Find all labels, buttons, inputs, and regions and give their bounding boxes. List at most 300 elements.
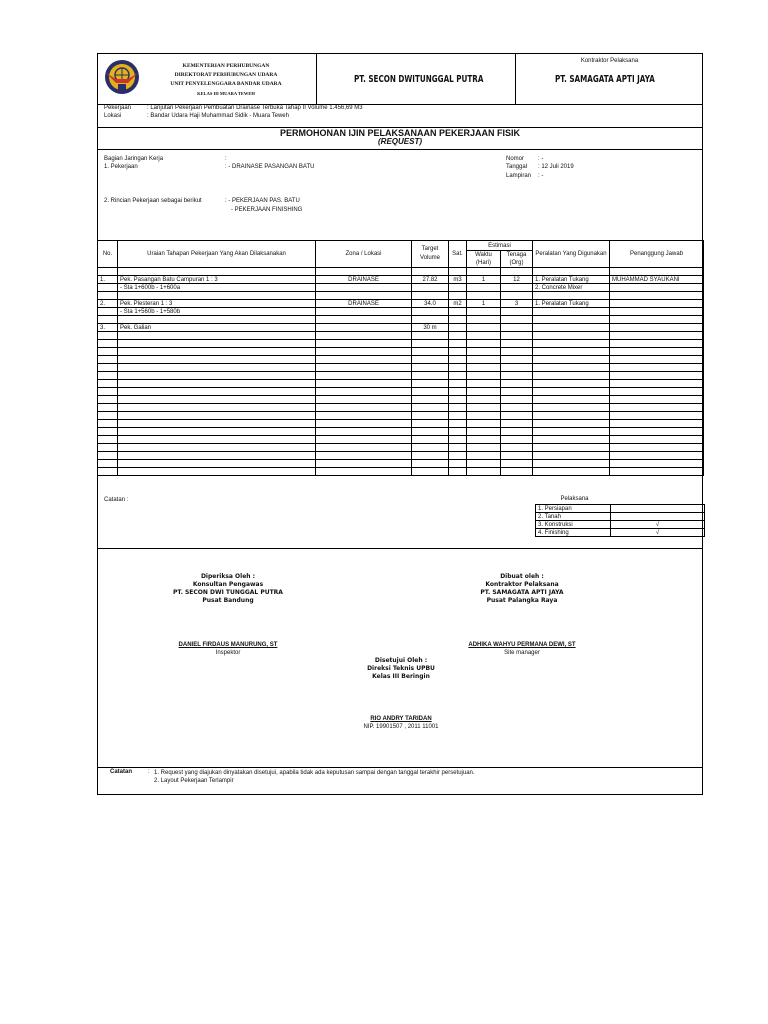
cell-sat — [449, 292, 467, 300]
cell-no — [98, 268, 118, 276]
cell-pj — [610, 268, 704, 276]
cell-sat — [449, 348, 467, 356]
cell-uraian — [118, 348, 316, 356]
cell-peralatan — [533, 316, 610, 324]
cell-tenaga — [501, 412, 533, 420]
header-waktu: Waktu (Hari) — [467, 251, 501, 268]
pelaksana-item-4: 4. Finishing — [536, 529, 611, 537]
cell-tenaga — [501, 388, 533, 396]
cell-no — [98, 316, 118, 324]
cell-target — [412, 308, 449, 316]
cell-pj — [610, 452, 704, 460]
table-row — [98, 356, 704, 364]
pelaksana-label: Pelaksana — [560, 496, 589, 502]
cell-no — [98, 364, 118, 372]
cell-peralatan — [533, 364, 610, 372]
table-row — [98, 276, 704, 284]
header-sat: Sat. — [449, 241, 467, 268]
cell-sat — [449, 268, 467, 276]
cell-zona — [316, 412, 412, 420]
pelaksana-tick-3: √ — [611, 521, 705, 529]
cell-target — [412, 412, 449, 420]
table-row — [98, 468, 704, 476]
ministry-line-3: UNIT PENYELENGGARA BANDAR UDARA — [170, 81, 282, 87]
cell-sat — [449, 388, 467, 396]
cell-sat — [449, 420, 467, 428]
footer-label: Catatan — [110, 769, 133, 775]
project-pekerjaan-label: Pekerjaan — [104, 105, 132, 111]
cell-pj — [610, 316, 704, 324]
cell-uraian: Pek. Pasangan Batu Campuran 1 : 3 — [118, 276, 316, 284]
cell-zona — [316, 316, 412, 324]
cell-tenaga — [501, 316, 533, 324]
cell-no — [98, 284, 118, 292]
cell-sat — [449, 324, 467, 332]
cell-uraian — [118, 268, 316, 276]
cell-pj — [610, 420, 704, 428]
cell-zona — [316, 292, 412, 300]
cell-uraian — [118, 468, 316, 476]
info-pekerjaan-value: : - DRAINASE PASANGAN BATU — [225, 164, 315, 170]
cell-target: 27.82 — [412, 276, 449, 284]
bagian-colon: : — [225, 156, 227, 162]
table-row — [98, 436, 704, 444]
cell-peralatan — [533, 396, 610, 404]
cell-target — [412, 316, 449, 324]
cell-pj — [610, 348, 704, 356]
cell-waktu — [467, 468, 501, 476]
cell-waktu — [467, 324, 501, 332]
cell-tenaga — [501, 324, 533, 332]
cell-zona — [316, 364, 412, 372]
cell-zona — [316, 388, 412, 396]
cell-sat — [449, 436, 467, 444]
cell-sat — [449, 444, 467, 452]
signature-right — [452, 573, 592, 605]
signature-center — [331, 657, 471, 681]
cell-tenaga — [501, 380, 533, 388]
cell-zona — [316, 404, 412, 412]
cell-tenaga — [501, 428, 533, 436]
cell-no — [98, 356, 118, 364]
cell-target — [412, 284, 449, 292]
cell-pj — [610, 324, 704, 332]
sig-center-nip: NIP. 19901507 , 2011 11001 — [363, 724, 439, 730]
work-table — [97, 240, 704, 476]
cell-target — [412, 340, 449, 348]
cell-peralatan — [533, 444, 610, 452]
cell-uraian — [118, 404, 316, 412]
sig-right-role: Site manager — [504, 650, 540, 656]
cell-target — [412, 404, 449, 412]
table-row — [98, 316, 704, 324]
pelaksana-item-3: 3. Konstruksi — [536, 521, 611, 529]
header-zona: Zona / Lokasi — [316, 241, 412, 268]
cell-peralatan — [533, 308, 610, 316]
cell-sat: m3 — [449, 276, 467, 284]
cell-target — [412, 356, 449, 364]
cell-zona — [316, 340, 412, 348]
cell-peralatan — [533, 268, 610, 276]
rincian-value-2: - PEKERJAAN FINISHING — [231, 207, 303, 213]
cell-tenaga — [501, 340, 533, 348]
cell-tenaga — [501, 452, 533, 460]
cell-peralatan — [533, 452, 610, 460]
cell-target — [412, 372, 449, 380]
cell-no — [98, 348, 118, 356]
cell-waktu — [467, 388, 501, 396]
pelaksana-table — [535, 504, 705, 537]
cell-waktu — [467, 364, 501, 372]
table-row — [98, 284, 704, 292]
table-row — [98, 428, 704, 436]
cell-pj — [610, 468, 704, 476]
sig-left-line-3: PT. SECON DWI TUNGGAL PUTRA — [173, 589, 283, 596]
table-row — [98, 348, 704, 356]
cell-uraian — [118, 332, 316, 340]
cell-uraian — [118, 388, 316, 396]
pelaksana-tick-4: √ — [611, 529, 705, 537]
cell-sat — [449, 308, 467, 316]
table-row — [98, 308, 704, 316]
cell-uraian — [118, 316, 316, 324]
footer-note-2: 2. Layout Pekerjaan Terlampir — [154, 778, 234, 784]
form-title: PERMOHONAN IJIN PELAKSANAAN PEKERJAAN FISIK — [279, 128, 521, 138]
header-tenaga: Tenaga (Org) — [501, 251, 533, 268]
cell-peralatan — [533, 420, 610, 428]
cell-pj — [610, 396, 704, 404]
table-row — [98, 364, 704, 372]
cell-zona: DRAINASE — [316, 276, 412, 284]
cell-target — [412, 364, 449, 372]
cell-tenaga — [501, 460, 533, 468]
cell-zona — [316, 348, 412, 356]
cell-uraian — [118, 444, 316, 452]
cell-target — [412, 388, 449, 396]
cell-peralatan — [533, 348, 610, 356]
cell-no — [98, 468, 118, 476]
sig-center-line-2: Direksi Teknis UPBU — [367, 665, 435, 672]
sig-left-line-2: Konsultan Pengawas — [192, 581, 264, 588]
tanggal-label: Tanggal — [506, 164, 528, 170]
cell-zona — [316, 460, 412, 468]
cell-sat: m2 — [449, 300, 467, 308]
cell-pj — [610, 332, 704, 340]
cell-uraian — [118, 364, 316, 372]
cell-target — [412, 444, 449, 452]
sig-left-name: DANIEL FIRDAUS MANURUNG, ST — [178, 642, 278, 648]
cell-zona — [316, 380, 412, 388]
cell-sat — [449, 316, 467, 324]
project-pekerjaan-value: : Lanjutan Pekerjaan Pembuatan Drainase Terbuka Tahap II Volume 1.456,69 M3 — [147, 105, 363, 111]
cell-sat — [449, 452, 467, 460]
cell-no — [98, 412, 118, 420]
cell-sat — [449, 340, 467, 348]
cell-tenaga: 12 — [501, 276, 533, 284]
cell-pj — [610, 364, 704, 372]
header-pj: Penanggung Jawab — [610, 241, 704, 268]
cell-peralatan — [533, 460, 610, 468]
cell-target — [412, 460, 449, 468]
nomor-label: Nomor — [506, 156, 525, 162]
cell-zona — [316, 452, 412, 460]
cell-waktu — [467, 436, 501, 444]
cell-target — [412, 332, 449, 340]
footer-colon: : — [148, 769, 150, 775]
cell-uraian — [118, 436, 316, 444]
cell-no — [98, 460, 118, 468]
cell-waktu — [467, 428, 501, 436]
cell-tenaga — [501, 268, 533, 276]
cell-tenaga — [501, 444, 533, 452]
cell-peralatan — [533, 292, 610, 300]
cell-target — [412, 380, 449, 388]
cell-waktu — [467, 460, 501, 468]
cell-target — [412, 396, 449, 404]
cell-peralatan: 1. Peralatan Tukang — [533, 300, 610, 308]
project-lokasi-label: Lokasi — [104, 113, 122, 119]
form-subtitle: (REQUEST) — [378, 137, 422, 146]
cell-no — [98, 452, 118, 460]
cell-uraian: - Sta 1+560b - 1+580b — [118, 308, 316, 316]
header-uraian: Uraian Tahapan Pekerjaan Yang Akan Dilaksanakan — [118, 241, 316, 268]
cell-target: 34.0 — [412, 300, 449, 308]
cell-uraian — [118, 380, 316, 388]
cell-pj — [610, 308, 704, 316]
cell-uraian — [118, 452, 316, 460]
pelaksana-tick-2 — [611, 513, 705, 521]
cell-pj — [610, 380, 704, 388]
pelaksana-tick-1 — [611, 505, 705, 513]
table-row — [98, 380, 704, 388]
pelaksana-item-2: 2. Tanah — [536, 513, 611, 521]
cell-tenaga: 3 — [501, 300, 533, 308]
cell-no — [98, 308, 118, 316]
cell-target — [412, 420, 449, 428]
cell-peralatan — [533, 324, 610, 332]
cell-no — [98, 404, 118, 412]
cell-uraian — [118, 340, 316, 348]
cell-zona — [316, 356, 412, 364]
cell-pj — [610, 340, 704, 348]
cell-no — [98, 396, 118, 404]
cell-tenaga — [501, 284, 533, 292]
cell-waktu — [467, 396, 501, 404]
rincian-label: 2. Rincian Pekerjaan sebagai berikut — [104, 198, 202, 204]
cell-no — [98, 340, 118, 348]
cell-zona — [316, 372, 412, 380]
sig-left-role: Inspektor — [215, 650, 241, 656]
header-target: Target Volume — [412, 241, 449, 268]
header-estimasi: Estimasi — [467, 241, 533, 251]
cell-target: 30 m — [412, 324, 449, 332]
cell-uraian — [118, 460, 316, 468]
table-row — [98, 300, 704, 308]
cell-peralatan — [533, 332, 610, 340]
pelaksana-item-1: 1. Persiapan — [536, 505, 611, 513]
cell-tenaga — [501, 372, 533, 380]
cell-sat — [449, 284, 467, 292]
cell-pj — [610, 436, 704, 444]
cell-waktu — [467, 356, 501, 364]
cell-zona — [316, 332, 412, 340]
cell-peralatan: 2. Concrete Mixer — [533, 284, 610, 292]
cell-peralatan — [533, 428, 610, 436]
cell-tenaga — [501, 436, 533, 444]
cell-target — [412, 292, 449, 300]
bagian-label: Bagian Jaringan Kerja — [104, 156, 164, 162]
cell-zona — [316, 436, 412, 444]
cell-sat — [449, 396, 467, 404]
cell-uraian — [118, 428, 316, 436]
cell-sat — [449, 412, 467, 420]
cell-pj — [610, 300, 704, 308]
rincian-value-1: : - PEKERJAAN PAS. BATU — [225, 198, 300, 204]
cell-target — [412, 268, 449, 276]
table-row — [98, 460, 704, 468]
cell-waktu: 1 — [467, 276, 501, 284]
cell-waktu — [467, 316, 501, 324]
cell-sat — [449, 460, 467, 468]
cell-pj — [610, 292, 704, 300]
cell-uraian — [118, 420, 316, 428]
cell-sat — [449, 428, 467, 436]
sig-right-line-1: Dibuat oleh : — [500, 573, 544, 580]
cell-no — [98, 436, 118, 444]
cell-no — [98, 420, 118, 428]
cell-no — [98, 332, 118, 340]
cell-no: 3. — [98, 324, 118, 332]
signature-left — [158, 573, 298, 605]
table-row — [98, 412, 704, 420]
contractor-name: PT. SAMAGATA APTI JAYA — [555, 74, 655, 85]
cell-pj — [610, 444, 704, 452]
cell-zona — [316, 308, 412, 316]
cell-peralatan — [533, 412, 610, 420]
cell-waktu — [467, 380, 501, 388]
cell-uraian — [118, 412, 316, 420]
cell-pj — [610, 428, 704, 436]
table-row — [98, 292, 704, 300]
table-row — [98, 444, 704, 452]
cell-sat — [449, 356, 467, 364]
cell-target — [412, 348, 449, 356]
cell-waktu — [467, 372, 501, 380]
contractor-label: Kontraktor Pelaksana — [580, 58, 639, 64]
cell-no: 2. — [98, 300, 118, 308]
cell-waktu — [467, 340, 501, 348]
cell-no — [98, 444, 118, 452]
table-row — [98, 324, 704, 332]
cell-uraian: - Sta 1+600b - 1+600a — [118, 284, 316, 292]
cell-zona — [316, 420, 412, 428]
cell-waktu — [467, 292, 501, 300]
cell-peralatan — [533, 356, 610, 364]
cell-sat — [449, 372, 467, 380]
cell-zona: DRAINASE — [316, 300, 412, 308]
footer-note-1: 1. Request yang diajukan dinyatakan disetujui, apabila tidak ada keputusan sampai dengan tanggal terakhir persetujuan. — [154, 770, 475, 776]
cell-tenaga — [501, 468, 533, 476]
cell-pj — [610, 284, 704, 292]
ministry-line-4: KELAS III MUARA TEWEH — [197, 91, 255, 96]
cell-pj — [610, 412, 704, 420]
table-row — [98, 388, 704, 396]
sig-center-name: RIO ANDRY TARIDAN — [370, 716, 432, 722]
cell-tenaga — [501, 356, 533, 364]
table-row — [98, 340, 704, 348]
cell-peralatan — [533, 388, 610, 396]
ministry-logo — [102, 57, 142, 97]
cell-sat — [449, 380, 467, 388]
cell-uraian — [118, 292, 316, 300]
work-table-body — [98, 268, 704, 476]
cell-tenaga — [501, 292, 533, 300]
cell-tenaga — [501, 348, 533, 356]
cell-peralatan — [533, 436, 610, 444]
header-peralatan: Peralatan Yang Digunakan — [533, 241, 610, 268]
sig-center-line-1: Disetujui Oleh : — [374, 657, 428, 664]
cell-no: 1. — [98, 276, 118, 284]
cell-pj — [610, 460, 704, 468]
table-row — [98, 268, 704, 276]
cell-peralatan — [533, 468, 610, 476]
sig-left-line-1: Diperiksa Oleh : — [200, 573, 256, 580]
table-row — [98, 332, 704, 340]
catatan-label: Catatan : — [104, 497, 129, 503]
cell-uraian — [118, 356, 316, 364]
sig-right-line-3: PT. SAMAGATA APTI JAYA — [480, 589, 564, 596]
cell-tenaga — [501, 396, 533, 404]
lampiran-label: Lampiran — [506, 173, 532, 179]
tanggal-value: : 12 Juli 2019 — [538, 164, 574, 170]
cell-waktu — [467, 268, 501, 276]
cell-tenaga — [501, 404, 533, 412]
nomor-value: : - — [538, 156, 544, 162]
cell-sat — [449, 332, 467, 340]
ministry-heading — [144, 62, 308, 98]
sig-left-line-4: Pusat Bandung — [202, 597, 254, 604]
cell-uraian: Pek. Plesteran 1 : 3 — [118, 300, 316, 308]
cell-zona — [316, 284, 412, 292]
ministry-line-1: KEMENTERIAN PERHUBUNGAN — [182, 63, 270, 69]
cell-uraian: Pek. Galian — [118, 324, 316, 332]
cell-pj — [610, 388, 704, 396]
header-no: No. — [98, 241, 118, 268]
sig-right-line-4: Pusat Palangka Raya — [486, 597, 558, 604]
cell-no — [98, 372, 118, 380]
table-row — [98, 372, 704, 380]
info-pekerjaan-label: 1. Pekerjaan — [104, 164, 138, 170]
cell-zona — [316, 324, 412, 332]
cell-pj: MUHAMMAD SYAUKANI — [610, 276, 704, 284]
table-row — [98, 452, 704, 460]
cell-waktu — [467, 332, 501, 340]
cell-target — [412, 428, 449, 436]
cell-target — [412, 468, 449, 476]
cell-waktu — [467, 404, 501, 412]
cell-sat — [449, 468, 467, 476]
cell-zona — [316, 444, 412, 452]
cell-peralatan: 1. Peralatan Tukang — [533, 276, 610, 284]
request-form-sheet — [97, 53, 703, 795]
cell-zona — [316, 428, 412, 436]
lampiran-value: : - — [538, 173, 544, 179]
cell-no — [98, 428, 118, 436]
table-row — [98, 404, 704, 412]
cell-target — [412, 436, 449, 444]
cell-tenaga — [501, 308, 533, 316]
cell-waktu — [467, 444, 501, 452]
